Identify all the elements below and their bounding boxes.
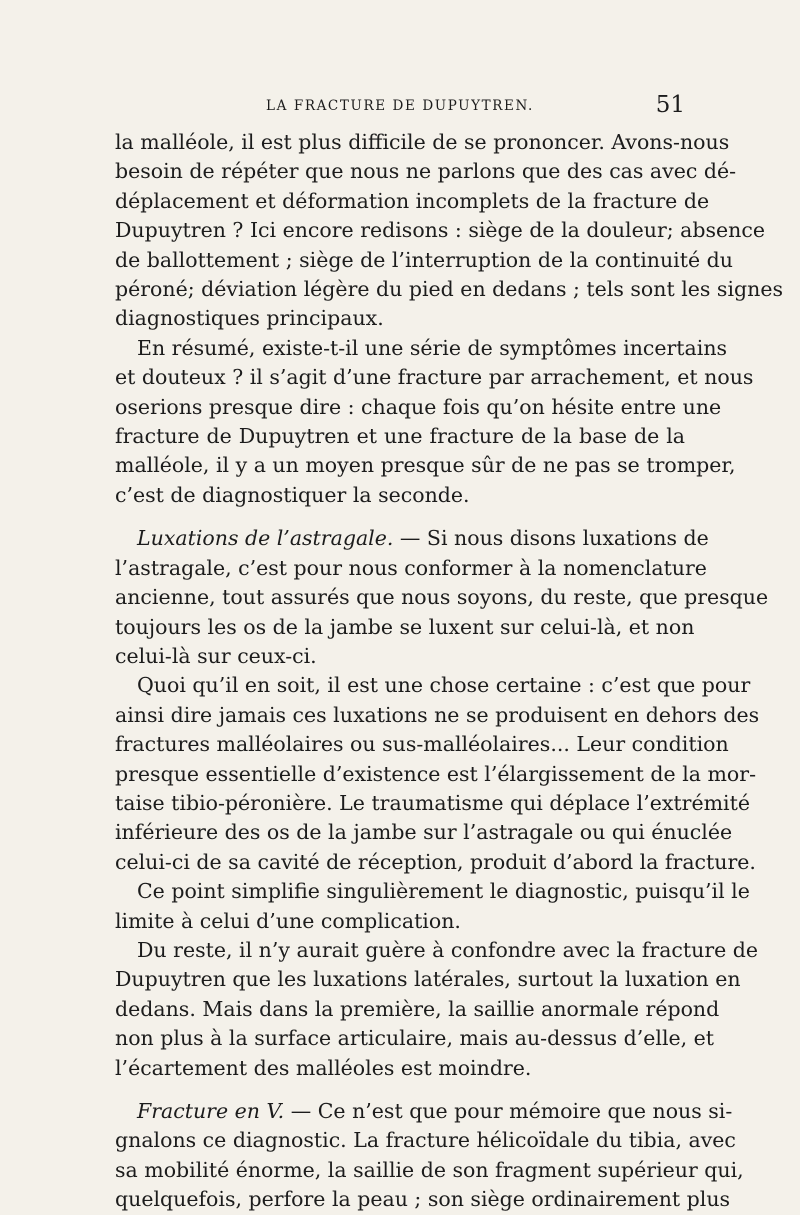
section-heading: Fracture en V. (137, 1099, 285, 1123)
text-line: Ce point simplifie singulièrement le diagnostic, puisqu’il le (137, 879, 750, 904)
text-line: de ballottement ; siège de l’interruption de la continuité du (115, 247, 733, 272)
text-line: non plus à la surface articulaire, mais au-dessus d’elle, et (115, 1026, 715, 1051)
page-header (115, 92, 685, 124)
text-line: toujours les os de la jambe se luxent sur celui-là, et non (115, 614, 695, 639)
paragraph (115, 1097, 744, 1215)
paragraph (115, 524, 769, 671)
text-line: l’astragale, c’est pour nous conformer à la nomenclature (115, 555, 707, 580)
text-run: — Ce n’est que pour mémoire que nous si- (284, 1099, 733, 1123)
text-line: taise tibio-péronière. Le traumatisme qui déplace l’extrémité (115, 790, 750, 815)
paragraph (115, 877, 750, 936)
text-line: ancienne, tout assurés que nous soyons, du reste, que presque (115, 585, 769, 610)
text-line: ainsi dire jamais ces luxations ne se produisent en dehors des (115, 702, 760, 727)
text-line: et douteux ? il s’agit d’une fracture par arrachement, et nous (115, 365, 754, 390)
paragraph (115, 936, 759, 1083)
text-line: péroné; déviation légère du pied en dedans ; tels sont les signes (115, 277, 783, 302)
text-line (115, 1097, 733, 1126)
text-line (115, 524, 709, 553)
text-line: malléole, il y a un moyen presque sûr de ne pas se tromper, (115, 453, 736, 478)
paragraph (115, 128, 783, 334)
running-title: LA FRACTURE DE DUPUYTREN. (266, 98, 534, 114)
text-line: presque essentielle d’existence est l’élargissement de la mor- (115, 761, 756, 786)
text-line: Dupuytren ? Ici encore redisons : siège de la douleur; absence (115, 218, 765, 243)
text-line: sa mobilité énorme, la saillie de son fragment supérieur qui, (115, 1157, 744, 1182)
text-line: En résumé, existe-t-il une série de symptômes incertains (137, 335, 728, 360)
text-line: dedans. Mais dans la première, la saillie anormale répond (115, 996, 720, 1021)
text-line: fractures malléolaires ou sus-malléolaires... Leur condition (115, 732, 729, 757)
text-line: celui-là sur ceux-ci. (115, 643, 317, 668)
text-line: Dupuytren que les luxations latérales, surtout la luxation en (115, 967, 741, 992)
text-line: diagnostiques principaux. (115, 306, 384, 331)
text-line: oserions presque dire : chaque fois qu’on hésite entre une (115, 394, 722, 419)
body-text (115, 128, 783, 1215)
section-heading: Luxations de l’astragale. (137, 526, 394, 551)
text-line: celui-ci de sa cavité de réception, produit d’abord la fracture. (115, 849, 756, 874)
text-run: — Si nous disons luxations de (393, 526, 709, 551)
text-line: la malléole, il est plus difficile de se prononcer. Avons-nous (115, 130, 730, 154)
page-number: 51 (655, 92, 685, 118)
text-line: Du reste, il n’y aurait guère à confondre avec la fracture de (137, 937, 759, 962)
text-line: c’est de diagnostiquer la seconde. (115, 482, 470, 507)
text-line: quelquefois, perfore la peau ; son siège ordinairement plus (115, 1187, 731, 1212)
text-line: Quoi qu’il en soit, il est une chose certaine : c’est que pour (137, 673, 751, 698)
text-line: fracture de Dupuytren et une fracture de la base de la (115, 424, 685, 449)
paragraph (115, 671, 760, 877)
text-line: inférieure des os de la jambe sur l’astragale ou qui énuclée (115, 820, 733, 845)
text-line: besoin de répéter que nous ne parlons que des cas avec dé- (115, 159, 737, 184)
text-line: l’écartement des malléoles est moindre. (115, 1055, 532, 1080)
text-line: gnalons ce diagnostic. La fracture hélicoïdale du tibia, avec (115, 1128, 736, 1153)
paragraph (115, 334, 754, 510)
text-line: limite à celui d’une complication. (115, 908, 461, 933)
text-line: déplacement et déformation incomplets de la fracture de (115, 188, 710, 213)
